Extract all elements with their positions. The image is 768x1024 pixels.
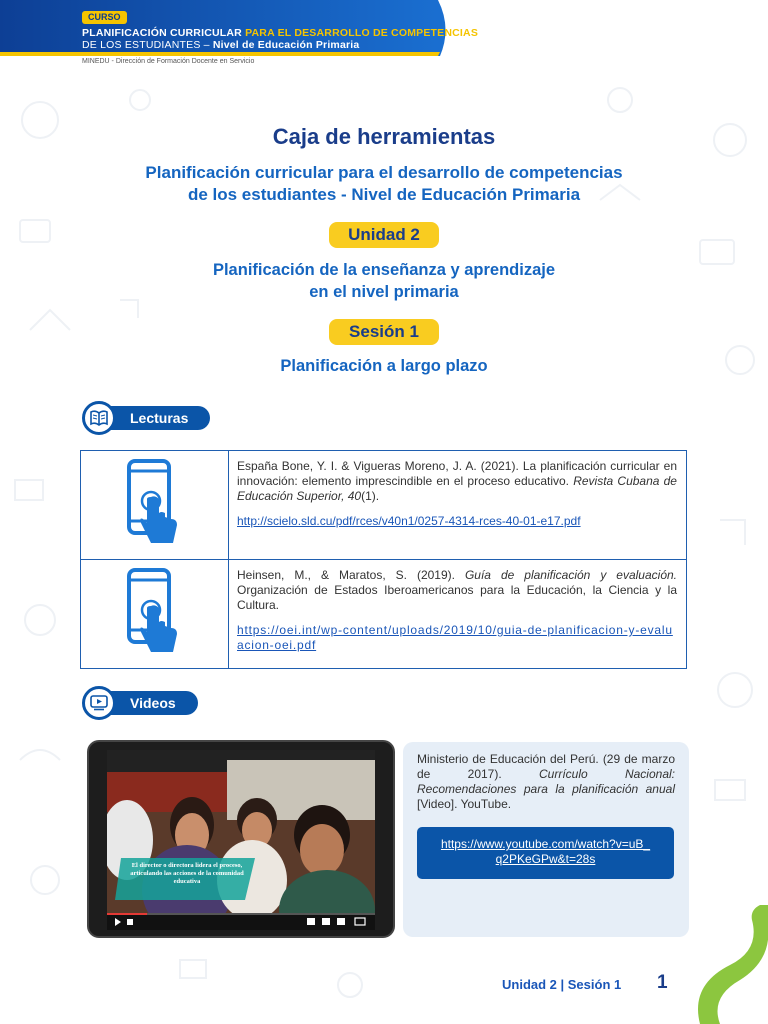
reading-row — [81, 560, 686, 668]
footer-unit-session: Unidad 2 | Sesión 1 — [502, 977, 622, 992]
reading-row — [81, 451, 686, 560]
video-caption: El director o directora lidera el proceso, articulando las acciones de la comunidad educativa — [130, 862, 244, 885]
unit-badge: Unidad 2 — [329, 222, 439, 248]
reading-reference: Heinsen, M., & Maratos, S. (2019). Guía de planificación y evaluación. Organización de Estados Iberoamericanos para la Educación, la Ciencia y la Cultura. https://oei.int/wp-content/uploads/2019/10/guia-de-planificacion-y-evaluacion-oei.pdf — [237, 568, 678, 652]
decorative-swoosh — [690, 905, 768, 1024]
touch-phone-icon — [81, 451, 229, 559]
course-title-line2: DE LOS ESTUDIANTES – Nivel de Educación Primaria — [82, 39, 360, 51]
reading-reference: España Bone, Y. I. & Vigueras Moreno, J. A. (2021). La planificación curricular en innovación: elemento imprescindible en el proceso educativo. Revista Cubana de Educación Superior, 40(1). http://scielo.sld.cu/pdf/rces/v40n1/0257-4314-rces-40-01-e17.pdf — [237, 459, 677, 528]
readings-label-text: Lecturas — [102, 406, 210, 430]
course-badge: CURSO — [82, 11, 127, 24]
session-title: Planificación a largo plazo — [280, 357, 488, 375]
reading-link[interactable]: http://scielo.sld.cu/pdf/rces/v40n1/0257-4314-rces-40-01-e17.pdf — [237, 514, 581, 528]
course-title-line1: PLANIFICACIÓN CURRICULAR PARA EL DESARROLLO DE COMPETENCIAS — [82, 27, 479, 39]
video-player-icon — [82, 686, 116, 720]
video-reference-card — [403, 742, 689, 937]
institution-credit: MINEDU - Dirección de Formación Docente en Servicio — [82, 58, 255, 65]
session-badge: Sesión 1 — [329, 319, 439, 345]
youtube-link-button[interactable]: https://www.youtube.com/watch?v=uB_ q2PKeGPw&t=28s — [417, 827, 674, 879]
page-number: 1 — [657, 972, 668, 993]
book-icon — [82, 401, 116, 435]
video-thumbnail[interactable] — [107, 750, 375, 930]
readings-table — [80, 450, 687, 669]
video-reference: Ministerio de Educación del Perú. (29 de marzo de 2017). Currículo Nacional: Recomendaciones para la planificación anual [Video]. YouTube. — [417, 752, 675, 811]
touch-phone-icon — [81, 560, 229, 668]
unit-title: Planificación de la enseñanza y aprendizaje en el nivel primaria — [212, 261, 556, 301]
tablet-frame — [87, 740, 395, 938]
page-title: Caja de herramientas — [272, 124, 496, 149]
reading-link[interactable]: https://oei.int/wp-content/uploads/2019/10/guia-de-planificacion-y-evaluacion-oei.pdf — [237, 623, 673, 652]
videos-label-text: Videos — [102, 691, 198, 715]
course-subtitle: Planificación curricular para el desarrollo de competencias de los estudiantes - Nivel de Educación Primaria — [145, 163, 623, 204]
